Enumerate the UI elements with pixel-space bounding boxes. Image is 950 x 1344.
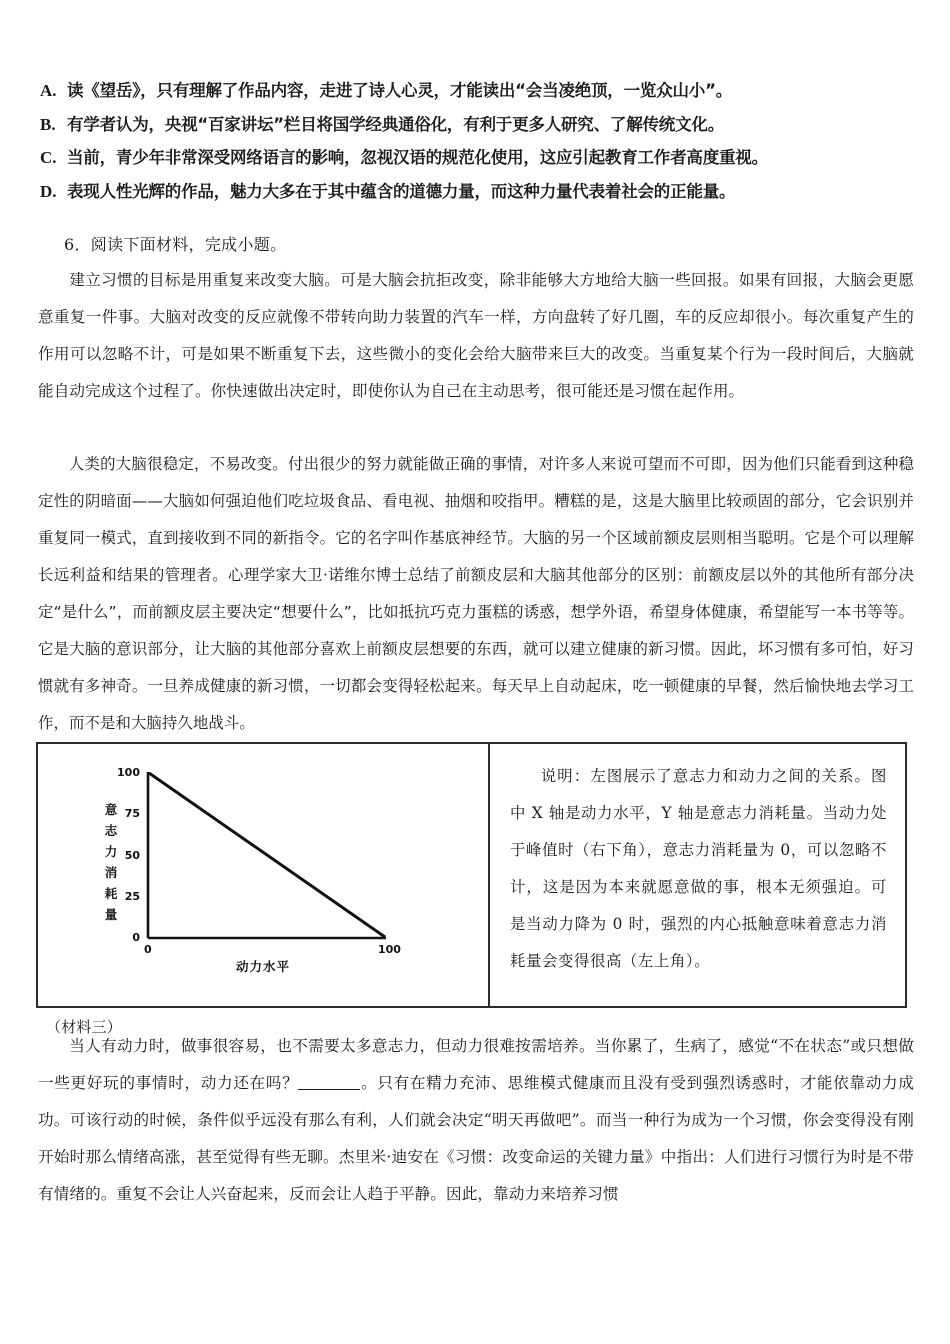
passage-paragraph-3 [38, 1028, 914, 1213]
choice-label-a: A. [40, 81, 57, 100]
choice-text-b: 有学者认为，央视“百家讲坛”栏目将国学经典通俗化，有利于更多人研究、了解传统文化。 [67, 114, 724, 134]
chart-ytick-25: 25 [124, 890, 140, 903]
passage-paragraph-2: 人类的大脑很稳定，不易改变。付出很少的努力就能做正确的事情，对许多人来说可望而不可即，因为他们只能看到这种稳定性的阴暗面——大脑如何强迫他们吃垃圾食品、看电视、抽烟和咬指甲。糟糕的是，这是大脑里比较顽固的部分，它会识别并重复同一模式，直到接收到不同的新指令。它的名字叫作基底神经节。大脑的另一个区域前额皮层则相当聪明。它是个可以理解长远利益和结果的管理者。心理学家大卫·诺维尔博士总结了前额皮层和大脑其他部分的区别：前额皮层以外的其他所有部分决定“是什么”，而前额皮层主要决定“想要什么”，比如抵抗巧克力蛋糕的诱惑，想学外语，希望身体健康，希望能写一本书等等。它是大脑的意识部分，让大脑的其他部分喜欢上前额皮层想要的东西，就可以建立健康的新习惯。因此，坏习惯有多可怕，好习惯就有多神奇。一旦养成健康的新习惯，一切都会变得轻松起来。每天早上自动起床，吃一顿健康的早餐，然后愉快地去学习工作，而不是和大脑持久地战斗。 [38, 455, 914, 732]
choice-text-c: 当前，青少年非常深受网络语言的影响，忽视汉语的规范化使用，这应引起教育工作者高度重视。 [67, 148, 768, 167]
choice-text-d: 表现人性光辉的作品，魅力大多在于其中蕴含的道德力量，而这种力量代表着社会的正能量。 [67, 181, 736, 201]
chart-x-axis-title: 动力水平 [236, 959, 291, 974]
willpower-motivation-chart [38, 744, 490, 1006]
chart-ytick-100: 100 [117, 766, 140, 779]
paragraph-3-after-blank: 。只有在精力充沛、思维模式健康而且没有受到强烈诱惑时，才能依靠动力成功。可该行动的时候，条件似乎远没有那么有利，人们就会决定“明天再做吧”。而当一种行为成为一个习惯，你会变得没有刚开始时那么情绪高涨，甚至觉得有些无聊。杰里米·迪安在《习惯：改变命运的关键力量》中指出：人们进行习惯行为时是不带有情绪的。重复不会让人兴奋起来，反而会让人趋于平静。因此，靠动力来培养习惯 [38, 1074, 914, 1203]
chart-y-axis-title-char-4: 耗 [104, 886, 118, 901]
chart-ytick-50: 50 [124, 849, 140, 862]
choice-text-a: 读《望岳》，只有理解了作品内容，走进了诗人心灵，才能读出“会当凌绝顶，一览众山小”。 [67, 81, 733, 100]
choice-option-b[interactable] [40, 112, 920, 137]
question-stem: 6．阅读下面材料，完成小题。 [64, 235, 287, 254]
figure-table [36, 742, 907, 1008]
figure-caption: 说明：左图展示了意志力和动力之间的关系。图中 X 轴是动力水平，Y 轴是意志力消耗量。当动力处于峰值时（右下角），意志力消耗量为 0，可以忽略不计，这是因为本来就愿意做的事，根本无须强迫。可是当动力降为 0 时，强烈的内心抵触意味着意志力消耗量会变得很高（左上角）。 [510, 767, 887, 970]
choice-list [40, 78, 920, 212]
paragraph-3-before-blank: 当人有动力时，做事很容易，也不需要太多意志力，但动力很难按需培养。当你累了，生病了，感觉“不在状态”或只想做一些更好玩的事情时，动力还在吗？ [38, 1037, 914, 1092]
chart-y-axis-title-char-3: 消 [104, 865, 118, 880]
choice-option-c[interactable] [40, 145, 920, 170]
figure-caption-cell [490, 744, 905, 1006]
chart-y-axis-title-char-2: 力 [104, 844, 118, 859]
chart-xtick-100: 100 [378, 943, 401, 956]
passage-paragraph-1: 建立习惯的目标是用重复来改变大脑。可是大脑会抗拒改变，除非能够大方地给大脑一些回报。如果有回报，大脑会更愿意重复一件事。大脑对改变的反应就像不带转向助力装置的汽车一样，方向盘转了好几圈，车的反应却很小。每次重复产生的作用可以忽略不计，可是如果不断重复下去，这些微小的变化会给大脑带来巨大的改变。当重复某个行为一段时间后，大脑就能自动完成这个过程了。你快速做出决定时，即使你认为自己在主动思考，很可能还是习惯在起作用。 [38, 271, 914, 400]
chart-ytick-75: 75 [124, 807, 140, 820]
choice-option-d[interactable] [40, 179, 920, 204]
figure-chart-cell [38, 744, 490, 1006]
fill-in-blank[interactable] [298, 1089, 360, 1090]
chart-y-axis-title-char-5: 量 [104, 907, 118, 922]
choice-label-c: C. [40, 148, 57, 167]
chart-y-axis-title-char-1: 志 [104, 823, 118, 838]
choice-label-d: D. [40, 181, 57, 201]
chart-data-line [149, 773, 385, 937]
chart-xtick-0: 0 [144, 943, 152, 956]
choice-option-a[interactable] [40, 78, 920, 103]
choice-label-b: B. [40, 114, 56, 134]
chart-ytick-0: 0 [132, 931, 140, 944]
chart-y-axis-title-char-0: 意 [104, 802, 118, 817]
material-label: （材料三） [46, 1018, 123, 1036]
